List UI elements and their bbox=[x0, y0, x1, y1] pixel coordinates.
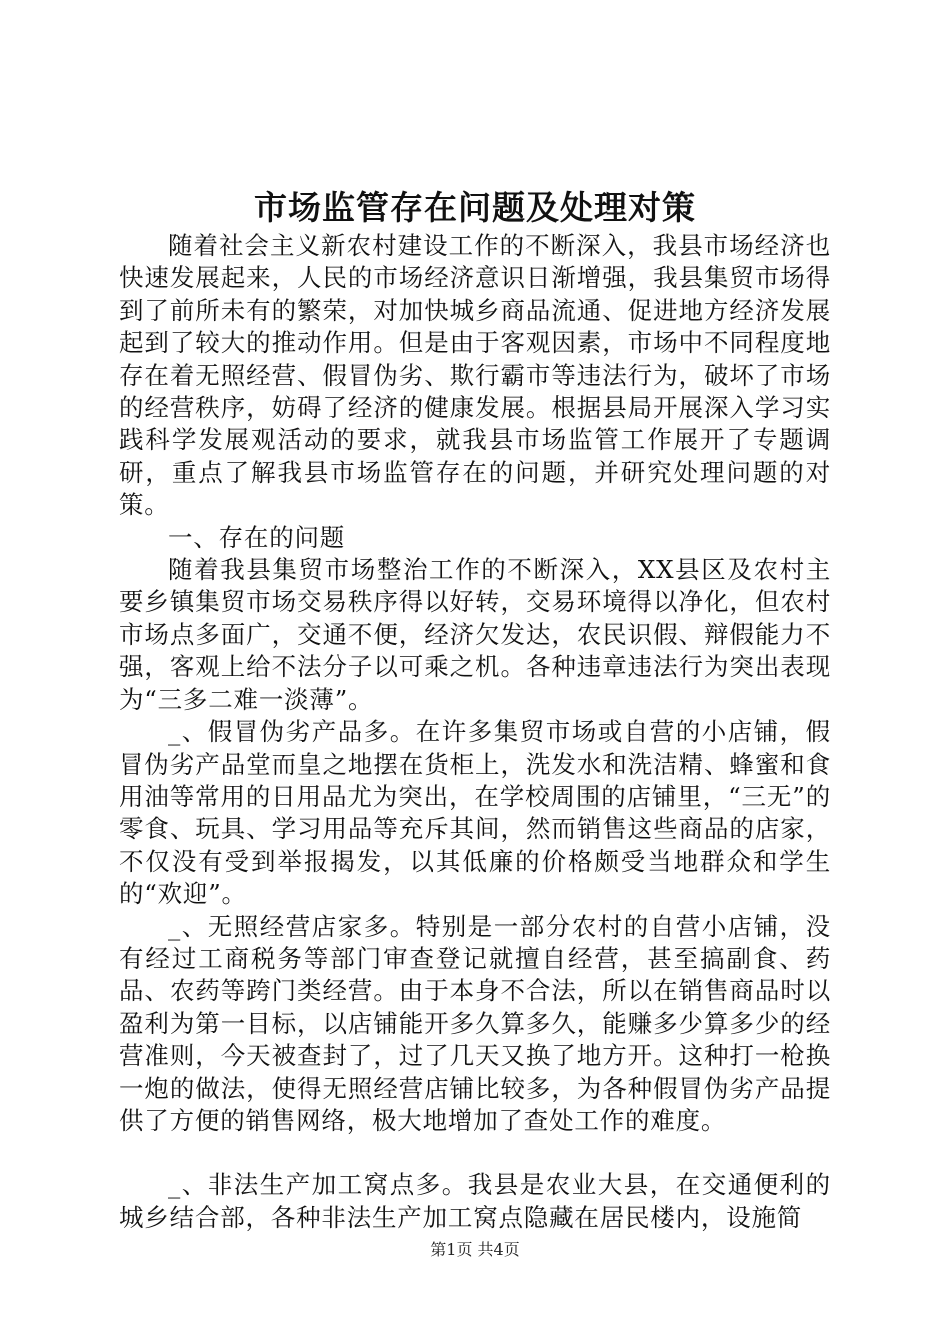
paragraph-counterfeit-products: _、假冒伪劣产品多。在许多集贸市场或自营的小店铺，假冒伪劣产品堂而皇之地摆在货柜上，洗发水和洗洁精、蜂蜜和食用油等常用的日用品尤为突出，在学校周围的店铺里，“三无”的零食、玩具、学习用品等充斥其间，然而销售这些商品的店家，不仅没有受到举报揭发，以其低廉的价格颇受当地群众和学生的“欢迎”。 bbox=[119, 717, 831, 909]
section-heading-problems: 一、存在的问题 bbox=[168, 522, 346, 552]
paragraph-illegal-workshops: _、非法生产加工窝点多。我县是农业大县，在交通便利的城乡结合部，各种非法生产加工窝点隐藏在居民楼内，设施简 bbox=[119, 1170, 831, 1232]
paragraph-problems-overview: 随着我县集贸市场整治工作的不断深入，XX县区及农村主要乡镇集贸市场交易秩序得以好转，交易环境得以净化，但农村市场点多面广，交通不便，经济欠发达，农民识假、辩假能力不强，客观上给不法分子以可乘之机。各种违章违法行为突出表现为“三多二难一淡薄”。 bbox=[119, 555, 831, 714]
document-title: 市场监管存在问题及处理对策 bbox=[254, 188, 696, 227]
page-footer: 第1页 共4页 bbox=[430, 1240, 520, 1259]
paragraph-intro: 随着社会主义新农村建设工作的不断深入，我县市场经济也快速发展起来，人民的市场经济意识日渐增强，我县集贸市场得到了前所未有的繁荣，对加快城乡商品流通、促进地方经济发展起到了较大的推动作用。但是由于客观因素，市场中不同程度地存在着无照经营、假冒伪劣、欺行霸市等违法行为，破坏了市场的经营秩序，妨碍了经济的健康发展。根据县局开展深入学习实践科学发展观活动的要求，就我县市场监管工作展开了专题调研，重点了解我县市场监管存在的问题，并研究处理问题的对策。 bbox=[119, 231, 831, 520]
paragraph-unlicensed-shops: _、无照经营店家多。特别是一部分农村的自营小店铺，没有经过工商税务等部门审查登记就擅自经营，甚至搞副食、药品、农药等跨门类经营。由于本身不合法，所以在销售商品时以盈利为第一目标，以店铺能开多久算多久，能赚多少算多少的经营准则，今天被查封了，过了几天又换了地方开。这种打一枪换一炮的做法，使得无照经营店铺比较多，为各种假冒伪劣产品提供了方便的销售网络，极大地增加了查处工作的难度。 bbox=[119, 911, 831, 1135]
document-body bbox=[119, 230, 831, 1234]
